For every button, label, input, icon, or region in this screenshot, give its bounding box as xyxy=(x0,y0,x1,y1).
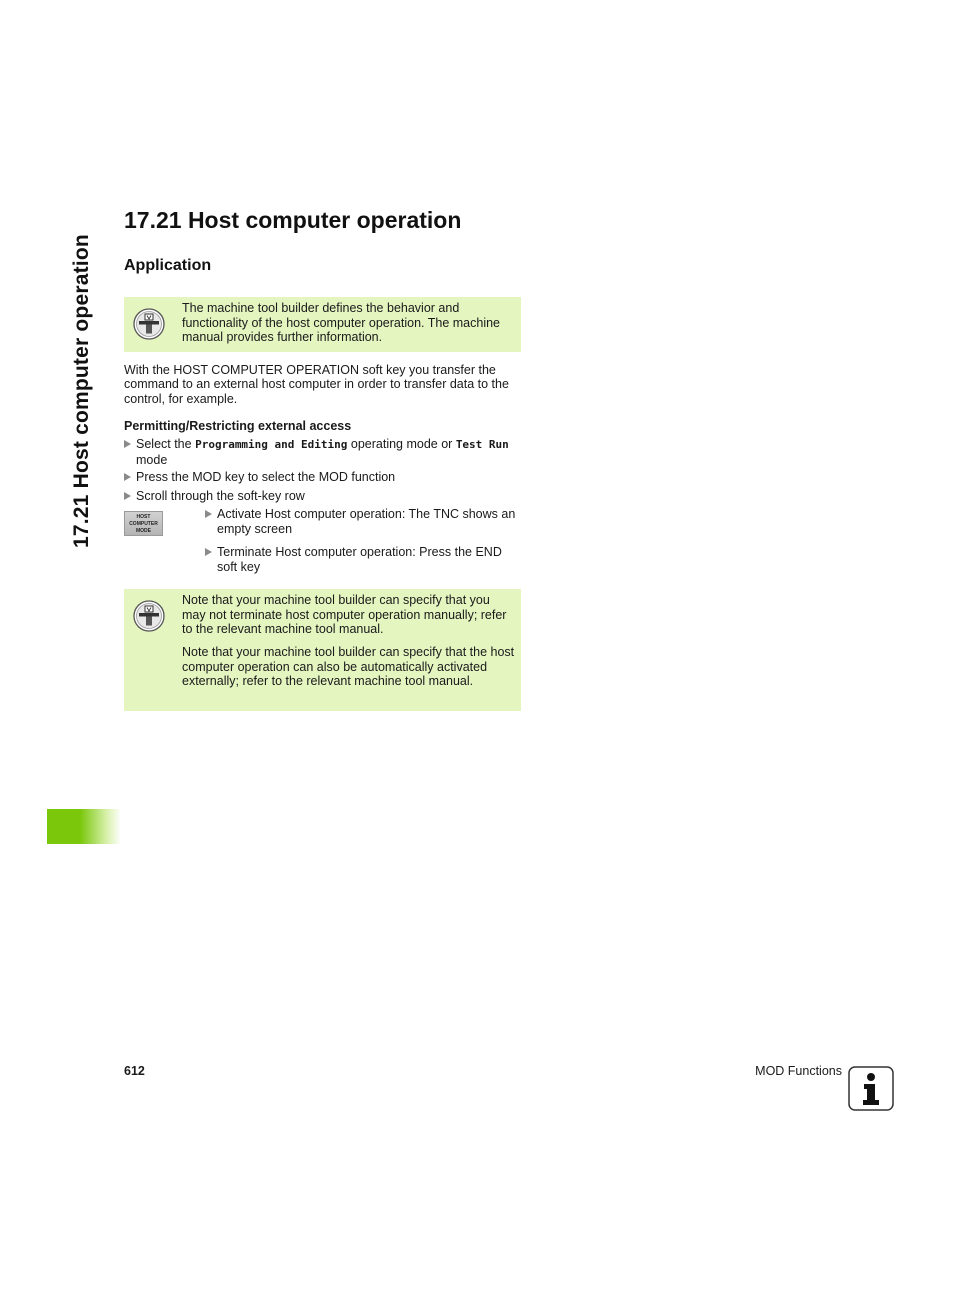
softkey-label-line: COMPUTER xyxy=(129,520,158,527)
step-terminate-host xyxy=(205,545,521,574)
host-computer-mode-softkey xyxy=(124,511,163,536)
section-heading: Application xyxy=(124,257,212,274)
step-select-mode xyxy=(124,437,524,467)
softkey-label-line: MODE xyxy=(136,527,151,534)
step-activate-host xyxy=(205,507,521,536)
note-text: Note that your machine tool builder can specify that you may not terminate host computer operation manually; refer to the relevant machine tool manual. xyxy=(182,593,507,637)
step-text: Scroll through the soft-key row xyxy=(136,489,305,503)
step-scroll-softkeys xyxy=(124,489,524,504)
machine-tool-note-icon xyxy=(133,600,165,632)
footer-section-title: MOD Functions xyxy=(755,1064,842,1078)
page-title: 17.21 Host computer operation xyxy=(124,207,462,233)
bullet-arrow-icon xyxy=(124,473,131,481)
sidebar-chapter-title: 17.21 Host computer operation xyxy=(70,234,93,548)
bullet-arrow-icon xyxy=(124,440,131,448)
procedure-heading: Permitting/Restricting external access xyxy=(124,419,352,433)
machine-note-box xyxy=(124,589,521,711)
bullet-arrow-icon xyxy=(124,492,131,500)
step-text: Activate Host computer operation: The TNC shows an empty screen xyxy=(217,507,516,536)
softkey-label-line: HOST xyxy=(136,514,151,520)
page-number: 612 xyxy=(124,1064,145,1078)
machine-tool-note-icon xyxy=(133,308,165,340)
note-text: Note that your machine tool builder can specify that the host computer operation can also be automatically activated externally; refer to the relevant machine tool manual. xyxy=(182,645,515,689)
step-text: Terminate Host computer operation: Press the END soft key xyxy=(217,545,502,574)
step-text: operating mode or xyxy=(347,437,456,451)
mode-name: Test Run xyxy=(455,438,509,451)
step-press-mod xyxy=(124,470,524,485)
note-text: The machine tool builder defines the behavior and functionality of the host computer operation. The machine manual provides further information. xyxy=(182,301,501,345)
step-text: Select the xyxy=(136,437,196,451)
intro-paragraph: With the HOST COMPUTER OPERATION soft key you transfer the command to an external host computer in order to transfer data to the control, for example. xyxy=(124,363,509,406)
step-text: mode xyxy=(136,452,168,467)
mode-name: Programming and Editing xyxy=(195,438,348,451)
bullet-arrow-icon xyxy=(205,510,212,518)
chapter-tab-marker xyxy=(47,809,121,844)
bullet-arrow-icon xyxy=(205,548,212,556)
info-icon xyxy=(848,1066,894,1111)
machine-note-box xyxy=(124,297,521,352)
step-text: Press the MOD key to select the MOD function xyxy=(136,470,396,484)
